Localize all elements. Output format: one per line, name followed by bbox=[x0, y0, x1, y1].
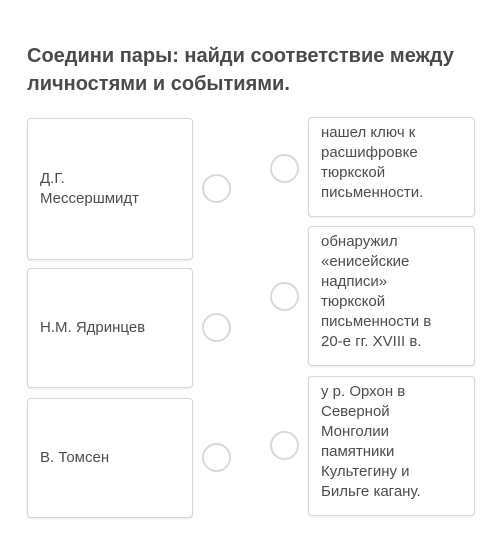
right-match-circle[interactable] bbox=[270, 154, 299, 183]
left-item-label: Н.М. Ядринцев bbox=[40, 319, 146, 336]
right-item-card[interactable] bbox=[308, 117, 475, 217]
left-item-label: В. Томсен bbox=[40, 449, 110, 466]
left-match-circle[interactable] bbox=[202, 174, 231, 203]
right-match-circle[interactable] bbox=[270, 431, 299, 460]
right-match-circle[interactable] bbox=[270, 282, 299, 311]
task-title: Соедини пары: найди соответствие между личностями и событиями. bbox=[27, 45, 454, 95]
left-match-circle[interactable] bbox=[202, 313, 231, 342]
left-item-card[interactable] bbox=[27, 118, 193, 260]
right-item-label: нашел ключ к расшифровке тюркской письменности. bbox=[321, 124, 424, 201]
left-item-label: Д.Г. Мессершмидт bbox=[40, 170, 140, 207]
left-item-card[interactable] bbox=[27, 268, 193, 388]
left-match-circle[interactable] bbox=[202, 443, 231, 472]
right-item-card[interactable] bbox=[308, 226, 475, 366]
right-item-card[interactable] bbox=[308, 376, 475, 516]
right-item-label: обнаружил «енисейские надписи» тюркской письменности в 20-е гг. XVIII в. bbox=[321, 233, 432, 350]
right-item-label: у р. Орхон в Северной Монголии памятники Культегину и Бильге кагану. bbox=[321, 383, 421, 500]
left-item-card[interactable] bbox=[27, 398, 193, 518]
